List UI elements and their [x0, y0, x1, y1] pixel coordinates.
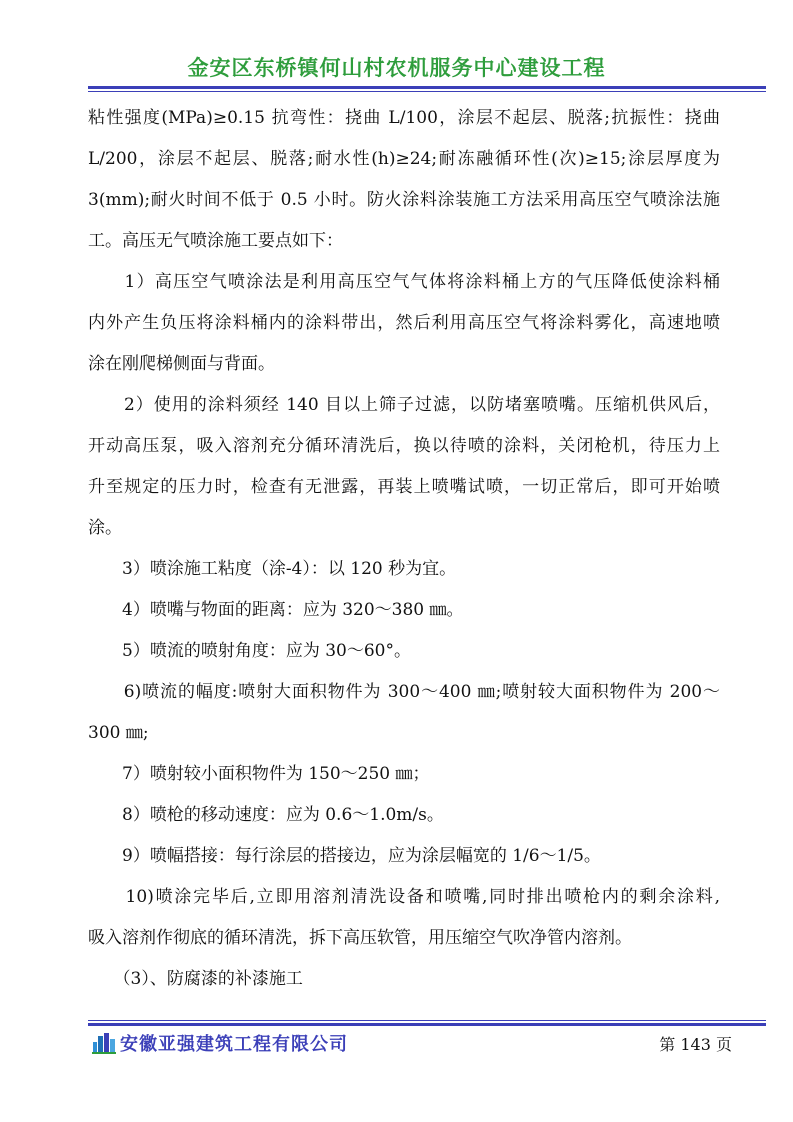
text-line: 2）使用的涂料须经 140 目以上筛子过滤，以防堵塞喷嘴。压缩机供风后， [88, 395, 720, 415]
text-line: 1）高压空气喷涂法是利用高压空气气体将涂料桶上方的气压降低使涂料桶 [88, 272, 720, 292]
footer-rule-thick [88, 1023, 766, 1026]
header-rule-thin [88, 91, 766, 92]
text-line: 工。高压无气喷涂施工要点如下： [88, 231, 343, 251]
text-line: 7）喷射较小面积物件为 150～250 ㎜； [88, 764, 430, 784]
text-line: 吸入溶剂作彻底的循环清洗，拆下高压软管，用压缩空气吹净管内溶剂。 [88, 928, 632, 948]
document-body [88, 98, 720, 1000]
text-line: 4）喷嘴与物面的距离：应为 320～380 ㎜。 [88, 600, 464, 620]
text-line: 9）喷幅搭接：每行涂层的搭接边，应为涂层幅宽的 1/6～1/5。 [88, 846, 601, 866]
header-rule-thick [88, 86, 766, 89]
text-line: 涂在刚爬梯侧面与背面。 [88, 354, 275, 374]
text-line: 5）喷流的喷射角度：应为 30～60°。 [88, 641, 411, 661]
text-line: L/200，涂层不起层、脱落;耐水性(h)≥24;耐冻融循环性(次)≥15;涂层厚度为 [88, 149, 720, 169]
text-line: 内外产生负压将涂料桶内的涂料带出，然后利用高压空气将涂料雾化，高速地喷 [88, 313, 720, 333]
text-line: 8）喷枪的移动速度：应为 0.6～1.0m/s。 [88, 805, 444, 825]
building-logo-icon [92, 1032, 116, 1054]
header-title: 金安区东桥镇何山村农机服务中心建设工程 [187, 56, 606, 80]
text-line: 升至规定的压力时，检查有无泄露，再装上喷嘴试喷，一切正常后，即可开始喷 [88, 477, 720, 497]
text-line: 3）喷涂施工粘度（涂-4）：以 120 秒为宜。 [88, 559, 457, 579]
text-line: 开动高压泵，吸入溶剂充分循环清洗后，换以待喷的涂料，关闭枪机，待压力上 [88, 436, 720, 456]
text-line: 3(mm);耐火时间不低于 0.5 小时。防火涂料涂装施工方法采用高压空气喷涂法施 [88, 190, 720, 210]
text-line: 粘性强度(MPa)≥0.15 抗弯性：挠曲 L/100，涂层不起层、脱落;抗振性：挠曲 [88, 108, 720, 128]
text-line: 涂。 [88, 518, 122, 538]
text-line: （3）、防腐漆的补漆施工 [88, 969, 303, 989]
page-number: 第 143 页 [659, 1035, 732, 1054]
text-line: 10)喷涂完毕后,立即用溶剂清洗设备和喷嘴,同时排出喷枪内的剩余涂料, [88, 887, 720, 907]
text-line: 300 ㎜; [88, 723, 149, 743]
text-line: 6)喷流的幅度:喷射大面积物件为 300～400 ㎜;喷射较大面积物件为 200～ [88, 682, 720, 702]
footer-rule-thin [88, 1020, 766, 1021]
company-name: 安徽亚强建筑工程有限公司 [120, 1034, 348, 1055]
